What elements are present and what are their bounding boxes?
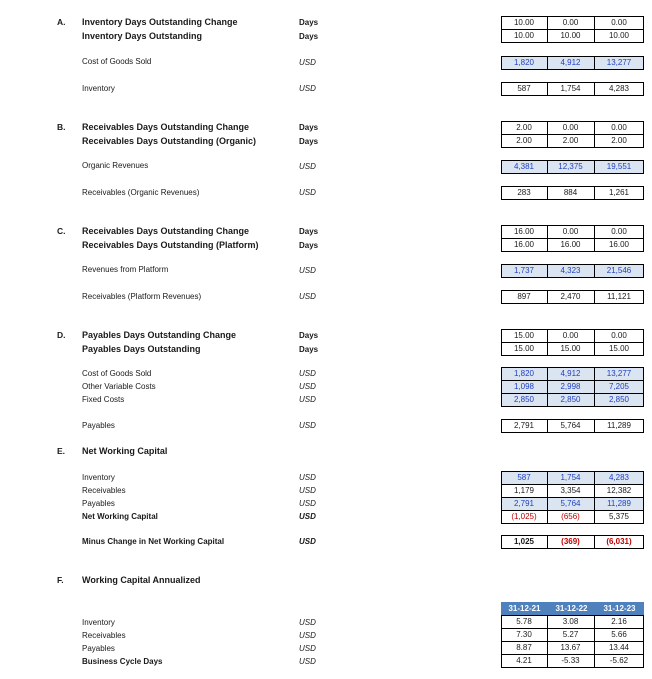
- row-label: Receivables (Platform Revenues): [82, 292, 202, 301]
- value-cell: 0.00: [611, 123, 627, 132]
- section-title: Working Capital Annualized: [82, 575, 201, 585]
- row-label: Receivables Days Outstanding Change: [82, 122, 250, 132]
- value-cell: 11,289: [607, 421, 631, 430]
- value-cell: 4,381: [513, 162, 535, 171]
- row-unit: USD: [299, 162, 316, 171]
- row-unit: Days: [299, 227, 319, 236]
- value-cell: 4,283: [608, 473, 630, 482]
- row-unit: USD: [299, 395, 316, 404]
- value-cell: 4,323: [560, 266, 581, 275]
- value-cell: 16.00: [608, 240, 630, 249]
- value-cell: 2.16: [611, 617, 627, 626]
- value-cell: 1,261: [608, 188, 630, 197]
- row-unit: USD: [299, 58, 316, 67]
- row-label: Cost of Goods Sold: [82, 369, 152, 378]
- date-header-cell: 31-12-22: [555, 604, 588, 613]
- value-cell: -5.62: [609, 656, 629, 665]
- value-cell: 2,850: [608, 395, 630, 404]
- value-cell: 1,754: [560, 84, 581, 93]
- row-label: Organic Revenues: [82, 161, 149, 170]
- section-title: Net Working Capital: [82, 446, 168, 456]
- value-cell: -5.33: [561, 656, 580, 665]
- date-header: [501, 602, 644, 615]
- value-cell: 5,764: [560, 499, 581, 508]
- row-label: Receivables: [82, 486, 126, 495]
- section-letter-f: F.: [57, 575, 64, 585]
- row-label: Receivables Days Outstanding (Platform): [82, 240, 259, 250]
- value-cell: 16.00: [513, 227, 535, 236]
- row-unit: USD: [299, 292, 316, 301]
- value-cell: 8.87: [516, 643, 532, 652]
- row-label: Other Variable Costs: [82, 382, 156, 391]
- value-cell: 587: [517, 84, 531, 93]
- value-cell: 10.00: [513, 18, 535, 27]
- row-unit: USD: [299, 84, 316, 93]
- row-label: Payables Days Outstanding Change: [82, 330, 237, 340]
- row-label: Minus Change in Net Working Capital: [82, 537, 225, 546]
- value-cell: 16.00: [560, 240, 581, 249]
- value-cell: 15.00: [513, 331, 535, 340]
- row-unit: USD: [299, 644, 316, 653]
- section-letter-b: B.: [57, 122, 66, 132]
- row-label: Payables: [82, 499, 115, 508]
- value-cell: 1,179: [513, 486, 535, 495]
- value-cell: 4.21: [516, 656, 532, 665]
- value-cell: 0.00: [611, 331, 627, 340]
- value-cell: 2,791: [513, 421, 535, 430]
- value-cell: 1,737: [513, 266, 535, 275]
- row-unit: USD: [299, 499, 316, 508]
- value-cell: 2,998: [560, 382, 581, 391]
- value-cell: 1,820: [513, 369, 535, 378]
- row-unit: USD: [299, 512, 316, 521]
- value-cell: 2,470: [560, 292, 581, 301]
- value-cell: 283: [517, 188, 531, 197]
- row-label: Business Cycle Days: [82, 657, 163, 666]
- row-unit: USD: [299, 369, 316, 378]
- value-cell: 5.27: [562, 630, 579, 639]
- row-unit: Days: [299, 123, 319, 132]
- value-cell: 13,277: [606, 58, 632, 67]
- row-label: Receivables Days Outstanding Change: [82, 226, 250, 236]
- value-cell: 2.00: [516, 136, 532, 145]
- row-unit: USD: [299, 618, 316, 627]
- row-unit: USD: [299, 657, 316, 666]
- value-cell: 3,354: [560, 486, 581, 495]
- value-cell: 0.00: [562, 227, 579, 236]
- row-label: Payables: [82, 421, 115, 430]
- value-cell: 19,551: [606, 162, 632, 171]
- value-cell: 2.00: [611, 136, 627, 145]
- row-unit: USD: [299, 537, 316, 546]
- row-unit: USD: [299, 266, 316, 275]
- row-unit: Days: [299, 345, 319, 354]
- row-unit: USD: [299, 188, 316, 197]
- row-label: Inventory: [82, 618, 115, 627]
- value-cell: 12,375: [558, 162, 583, 171]
- row-label: Inventory Days Outstanding: [82, 31, 203, 41]
- row-unit: USD: [299, 421, 316, 430]
- row-label: Cost of Goods Sold: [82, 57, 152, 66]
- value-cell: 4,912: [560, 369, 581, 378]
- value-cell: 10.00: [608, 31, 630, 40]
- value-cell: 11,289: [607, 499, 631, 508]
- value-cell: 587: [517, 473, 531, 482]
- value-cell: 1,820: [513, 58, 535, 67]
- value-cell: (656): [561, 512, 580, 521]
- value-cell: (6,031): [606, 537, 632, 546]
- value-cell: 1,754: [560, 473, 581, 482]
- value-cell: 13.67: [560, 643, 581, 652]
- row-label: Inventory: [82, 84, 115, 93]
- value-cell: 3.08: [562, 617, 579, 626]
- value-cell: 7,205: [608, 382, 630, 391]
- value-cell: 4,283: [608, 84, 630, 93]
- value-cell: 0.00: [611, 227, 627, 236]
- value-cell: 10.00: [513, 31, 535, 40]
- value-cell: 15.00: [560, 344, 581, 353]
- value-cell: 5.66: [611, 630, 627, 639]
- row-label: Receivables: [82, 631, 126, 640]
- row-unit: Days: [299, 32, 319, 41]
- value-cell: 5.78: [516, 617, 532, 626]
- value-cell: 4,912: [560, 58, 581, 67]
- row-label: Inventory Days Outstanding Change: [82, 17, 238, 27]
- value-cell: 7.30: [516, 630, 532, 639]
- value-cell: 16.00: [513, 240, 535, 249]
- value-cell: 884: [563, 188, 578, 197]
- value-cell: 2,791: [513, 499, 535, 508]
- value-cell: 897: [517, 292, 531, 301]
- row-unit: USD: [299, 631, 316, 640]
- value-cell: 2.00: [562, 136, 579, 145]
- row-label: Payables: [82, 644, 115, 653]
- row-unit: Days: [299, 18, 319, 27]
- value-cell: 5,375: [608, 512, 630, 521]
- row-unit: Days: [299, 137, 319, 146]
- row-label: Receivables Days Outstanding (Organic): [82, 136, 257, 146]
- section-letter-d: D.: [57, 330, 66, 340]
- value-cell: 15.00: [513, 344, 535, 353]
- row-unit: USD: [299, 473, 316, 482]
- row-label: Fixed Costs: [82, 395, 125, 404]
- value-cell: 21,546: [606, 266, 632, 275]
- value-cell: 15.00: [608, 344, 630, 353]
- value-cell: 13,277: [606, 369, 632, 378]
- row-label: Payables Days Outstanding: [82, 344, 201, 354]
- section-letter-e: E.: [57, 446, 66, 456]
- value-cell: 1,098: [513, 382, 535, 391]
- value-cell: 11,121: [607, 292, 631, 301]
- value-cell: (1,025): [511, 512, 537, 521]
- value-cell: 1,025: [513, 537, 535, 546]
- row-label: Net Working Capital: [82, 512, 158, 521]
- date-header-cell: 31-12-23: [603, 604, 636, 613]
- value-cell: 10.00: [560, 31, 581, 40]
- row-label: Revenues from Platform: [82, 265, 169, 274]
- row-unit: Days: [299, 241, 319, 250]
- value-cell: 0.00: [562, 331, 579, 340]
- value-cell: 0.00: [562, 123, 579, 132]
- value-cell: 2,850: [513, 395, 535, 404]
- date-header-cell: 31-12-21: [508, 604, 541, 613]
- row-unit: USD: [299, 382, 316, 391]
- value-cell: 2.00: [516, 123, 532, 132]
- value-cell: 12,382: [606, 486, 632, 495]
- row-label: Inventory: [82, 473, 115, 482]
- value-cell: 13.44: [608, 643, 630, 652]
- value-cell: 5,764: [560, 421, 581, 430]
- value-cell: (369): [561, 537, 580, 546]
- section-letter-c: C.: [57, 226, 66, 236]
- value-cell: 2,850: [560, 395, 581, 404]
- section-letter-a: A.: [57, 17, 66, 27]
- row-unit: Days: [299, 331, 319, 340]
- row-label: Receivables (Organic Revenues): [82, 188, 200, 197]
- value-cell: 0.00: [562, 18, 579, 27]
- row-unit: USD: [299, 486, 316, 495]
- value-cell: 0.00: [611, 18, 627, 27]
